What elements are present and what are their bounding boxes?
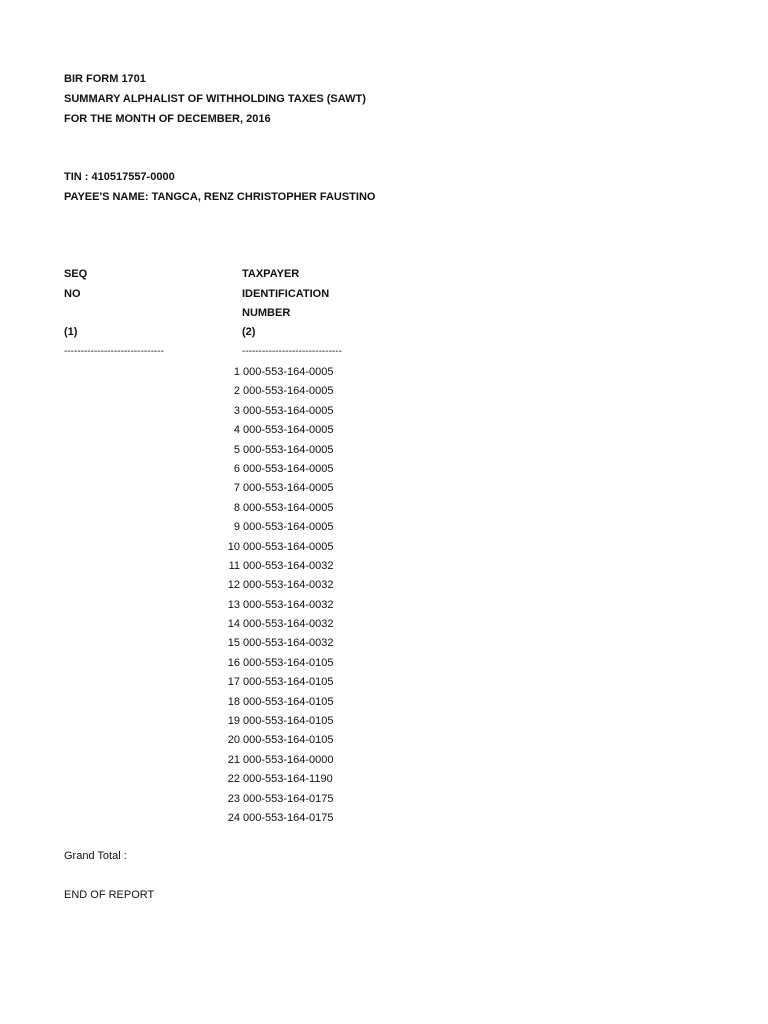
seq-no-cell: 9 <box>233 521 240 534</box>
seq-no-cell: 21 <box>227 753 240 766</box>
seq-no-cell: 11 <box>228 559 240 572</box>
seq-header-line1: SEQ <box>64 268 88 280</box>
tin-cell: 000-553-164-0005 <box>243 501 334 514</box>
tin-cell: 000-553-164-0032 <box>243 618 334 631</box>
table-row <box>0 731 768 750</box>
seq-no-cell: 10 <box>227 540 240 553</box>
tin-column-rule: ------------------------------ <box>242 346 342 357</box>
table-row <box>0 673 768 692</box>
tin-cell: 000-553-164-0032 <box>243 637 334 650</box>
alphalist-rows <box>0 363 768 828</box>
table-row <box>0 557 768 576</box>
table-row <box>0 460 768 479</box>
tin-header-line3: NUMBER <box>242 307 291 319</box>
tin-cell: 000-553-164-0005 <box>243 385 334 398</box>
tin-cell: 000-553-164-0105 <box>243 676 334 689</box>
form-title: BIR FORM 1701 <box>64 73 146 85</box>
tin-cell: 000-553-164-0005 <box>243 424 334 437</box>
seq-no-cell: 22 <box>227 773 240 786</box>
seq-no-cell: 6 <box>233 462 240 475</box>
tin-cell: 000-553-164-0005 <box>243 540 334 553</box>
tin-cell: 000-553-164-0105 <box>243 715 334 728</box>
table-row <box>0 712 768 731</box>
table-row <box>0 770 768 789</box>
tin-cell: 000-553-164-0005 <box>243 521 334 534</box>
table-row <box>0 479 768 498</box>
table-row <box>0 751 768 770</box>
grand-total-label: Grand Total : <box>64 850 127 862</box>
table-row <box>0 538 768 557</box>
seq-no-cell: 14 <box>227 618 240 631</box>
seq-no-cell: 5 <box>233 443 240 456</box>
table-row <box>0 576 768 595</box>
table-row <box>0 518 768 537</box>
tin-cell: 000-553-164-0032 <box>243 579 334 592</box>
tin-cell: 000-553-164-0005 <box>243 482 334 495</box>
tin-cell: 000-553-164-0000 <box>243 753 334 766</box>
seq-no-cell: 4 <box>233 424 240 437</box>
tin-header-line1: TAXPAYER <box>242 268 300 280</box>
seq-no-cell: 7 <box>233 482 240 495</box>
table-row <box>0 363 768 382</box>
seq-no-cell: 13 <box>227 598 240 611</box>
tin-cell: 000-553-164-0032 <box>243 559 334 572</box>
seq-no-cell: 24 <box>227 811 240 824</box>
table-row <box>0 596 768 615</box>
table-row <box>0 402 768 421</box>
payee-name: PAYEE'S NAME: TANGCA, RENZ CHRISTOPHER FAUSTINO <box>64 191 376 203</box>
table-row <box>0 441 768 460</box>
seq-no-cell: 19 <box>227 715 240 728</box>
seq-no-cell: 20 <box>227 734 240 747</box>
seq-no-cell: 23 <box>227 792 240 805</box>
end-of-report: END OF REPORT <box>64 889 155 901</box>
tin-header-line2: IDENTIFICATION <box>242 288 330 300</box>
tin-cell: 000-553-164-0175 <box>243 792 334 805</box>
seq-no-cell: 1 <box>233 366 240 378</box>
seq-no-cell: 2 <box>233 385 240 398</box>
table-row <box>0 421 768 440</box>
report-title: SUMMARY ALPHALIST OF WITHHOLDING TAXES (SAWT) <box>64 93 366 105</box>
tin-cell: 000-553-164-0005 <box>243 404 334 417</box>
seq-header-line2: NO <box>64 288 81 300</box>
table-row <box>0 654 768 673</box>
table-row <box>0 382 768 401</box>
tin-cell: 000-553-164-0175 <box>243 811 334 824</box>
table-row <box>0 499 768 518</box>
tin-header-index: (2) <box>242 326 256 338</box>
tin-cell: 000-553-164-0105 <box>243 734 334 747</box>
seq-header-index: (1) <box>64 326 78 338</box>
tin-cell: 000-553-164-0005 <box>243 366 334 378</box>
seq-column-rule: ------------------------------ <box>64 346 164 357</box>
tin-cell: 000-553-164-1190 <box>243 773 333 786</box>
seq-no-cell: 18 <box>227 695 240 708</box>
seq-no-cell: 8 <box>233 501 240 514</box>
table-row <box>0 615 768 634</box>
seq-no-cell: 15 <box>227 637 240 650</box>
tin-cell: 000-553-164-0005 <box>243 462 334 475</box>
seq-no-cell: 17 <box>227 676 240 689</box>
report-period: FOR THE MONTH OF DECEMBER, 2016 <box>64 113 271 125</box>
table-row <box>0 790 768 809</box>
seq-no-cell: 12 <box>227 579 240 592</box>
tin-cell: 000-553-164-0005 <box>243 443 334 456</box>
seq-no-cell: 3 <box>233 404 240 417</box>
table-row <box>0 809 768 828</box>
seq-no-cell: 16 <box>227 656 240 669</box>
tin-cell: 000-553-164-0105 <box>243 695 334 708</box>
table-row <box>0 693 768 712</box>
tin-cell: 000-553-164-0032 <box>243 598 334 611</box>
tin-line: TIN : 410517557-0000 <box>64 171 175 183</box>
tin-cell: 000-553-164-0105 <box>243 656 334 669</box>
table-row <box>0 634 768 653</box>
